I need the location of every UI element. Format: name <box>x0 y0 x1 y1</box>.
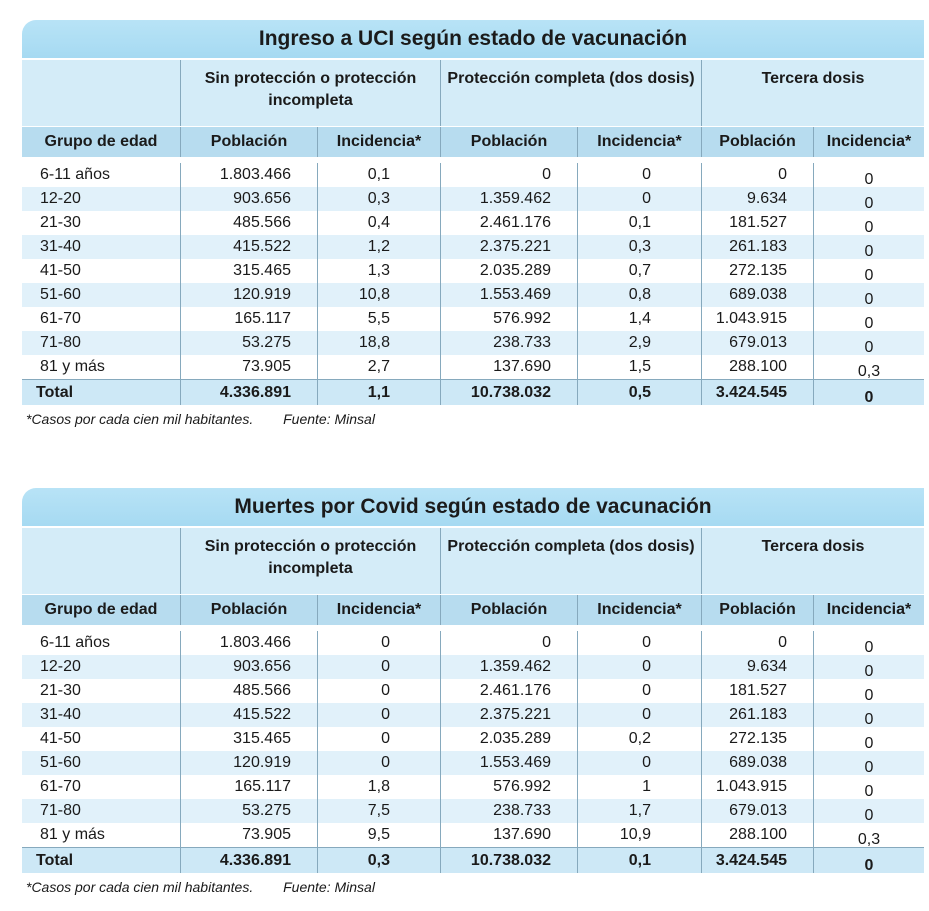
age-group-cell: 31-40 <box>40 238 81 255</box>
column-header: Incidencia* <box>577 127 701 157</box>
value-cell: 165.117 <box>180 307 317 331</box>
table-title: Ingreso a UCI según estado de vacunación <box>22 20 924 58</box>
value-cell: 272.135 <box>701 259 813 283</box>
value-cell: 2,7 <box>317 355 440 379</box>
value-cell: 0 <box>317 655 440 679</box>
value-cell: 1,7 <box>577 799 701 823</box>
value-cell: 0 <box>813 283 924 307</box>
value-cell: 0 <box>701 631 813 655</box>
table-row <box>22 211 924 235</box>
value-cell: 0 <box>813 848 924 873</box>
value-cell: 0 <box>577 655 701 679</box>
value-cell: 3.424.545 <box>701 380 813 405</box>
value-cell: 10,9 <box>577 823 701 847</box>
group-header-row <box>22 526 924 594</box>
value-cell: 0 <box>813 631 924 655</box>
column-header: Población <box>180 595 317 625</box>
value-cell: 0 <box>813 331 924 355</box>
value-cell: 1,8 <box>317 775 440 799</box>
value-cell: 238.733 <box>440 799 577 823</box>
table-row <box>22 655 924 679</box>
table-row <box>22 727 924 751</box>
value-cell: 181.527 <box>701 679 813 703</box>
value-cell: 1 <box>577 775 701 799</box>
table-row <box>22 283 924 307</box>
footnote-text: *Casos por cada cien mil habitantes. <box>26 879 254 895</box>
value-cell: 53.275 <box>180 331 317 355</box>
table-body <box>22 157 924 405</box>
value-cell: 0 <box>813 380 924 405</box>
value-cell: 576.992 <box>440 775 577 799</box>
value-cell: 0,7 <box>577 259 701 283</box>
value-cell: 0,4 <box>317 211 440 235</box>
age-group-cell: 12-20 <box>40 190 81 207</box>
value-cell: 1,4 <box>577 307 701 331</box>
table-row <box>22 775 924 799</box>
age-group-cell: 61-70 <box>40 310 81 327</box>
age-group-cell: 61-70 <box>40 778 81 795</box>
value-cell: 137.690 <box>440 823 577 847</box>
table-row <box>22 259 924 283</box>
value-cell: 9.634 <box>701 187 813 211</box>
value-cell: 0,8 <box>577 283 701 307</box>
group-header-full-protection: Protección completa (dos dosis) <box>440 60 701 126</box>
value-cell: 0 <box>813 187 924 211</box>
age-group-cell: 31-40 <box>40 706 81 723</box>
value-cell: 1,2 <box>317 235 440 259</box>
value-cell: 165.117 <box>180 775 317 799</box>
value-cell: 0 <box>813 703 924 727</box>
value-cell: 0,2 <box>577 727 701 751</box>
table-row <box>22 235 924 259</box>
value-cell: 120.919 <box>180 751 317 775</box>
uci-table <box>22 20 924 427</box>
value-cell: 415.522 <box>180 235 317 259</box>
value-cell: 1,5 <box>577 355 701 379</box>
value-cell: 9,5 <box>317 823 440 847</box>
column-header: Población <box>180 127 317 157</box>
column-header-row <box>22 126 924 157</box>
value-cell: 0,5 <box>577 380 701 405</box>
value-cell: 0 <box>577 679 701 703</box>
footnote <box>22 411 924 427</box>
value-cell: 288.100 <box>701 823 813 847</box>
column-header: Grupo de edad <box>44 601 158 618</box>
value-cell: 0 <box>813 799 924 823</box>
value-cell: 0 <box>813 751 924 775</box>
value-cell: 73.905 <box>180 355 317 379</box>
value-cell: 0 <box>317 703 440 727</box>
footnote <box>22 879 924 895</box>
value-cell: 4.336.891 <box>180 848 317 873</box>
table-row <box>22 823 924 847</box>
value-cell: 1,1 <box>317 380 440 405</box>
value-cell: 0 <box>317 751 440 775</box>
value-cell: 0,3 <box>813 823 924 847</box>
value-cell: 3.424.545 <box>701 848 813 873</box>
value-cell: 2.035.289 <box>440 259 577 283</box>
value-cell: 679.013 <box>701 331 813 355</box>
table-row <box>22 679 924 703</box>
column-header: Población <box>440 127 577 157</box>
footnote-text: *Casos por cada cien mil habitantes. <box>26 411 254 427</box>
source-text: Fuente: Minsal <box>283 879 375 895</box>
value-cell: 10,8 <box>317 283 440 307</box>
age-group-cell: 21-30 <box>40 682 81 699</box>
group-header-third-dose: Tercera dosis <box>701 528 924 594</box>
value-cell: 0 <box>317 631 440 655</box>
value-cell: 903.656 <box>180 655 317 679</box>
value-cell: 137.690 <box>440 355 577 379</box>
table-row <box>22 751 924 775</box>
value-cell: 1.043.915 <box>701 775 813 799</box>
value-cell: 0,1 <box>577 848 701 873</box>
value-cell: 1.553.469 <box>440 283 577 307</box>
value-cell: 576.992 <box>440 307 577 331</box>
value-cell: 315.465 <box>180 259 317 283</box>
column-header: Población <box>701 127 813 157</box>
value-cell: 485.566 <box>180 211 317 235</box>
value-cell: 53.275 <box>180 799 317 823</box>
age-group-cell: 6-11 años <box>40 166 110 183</box>
age-group-cell: 51-60 <box>40 754 81 771</box>
value-cell: 1,3 <box>317 259 440 283</box>
value-cell: 0,1 <box>577 211 701 235</box>
value-cell: 0 <box>813 211 924 235</box>
source-text: Fuente: Minsal <box>283 411 375 427</box>
total-row <box>22 847 924 873</box>
value-cell: 2.035.289 <box>440 727 577 751</box>
value-cell: 0,3 <box>813 355 924 379</box>
age-group-cell: Total <box>36 852 74 869</box>
value-cell: 0 <box>813 163 924 187</box>
group-header-unprotected: Sin protección o protección incompleta <box>180 528 440 594</box>
value-cell: 903.656 <box>180 187 317 211</box>
group-header-third-dose: Tercera dosis <box>701 60 924 126</box>
value-cell: 0 <box>813 679 924 703</box>
column-header-row <box>22 594 924 625</box>
age-group-cell: 41-50 <box>40 262 81 279</box>
column-header: Incidencia* <box>317 595 440 625</box>
group-header-empty <box>22 528 180 594</box>
column-header: Grupo de edad <box>44 133 158 150</box>
value-cell: 261.183 <box>701 235 813 259</box>
table-row <box>22 331 924 355</box>
column-header: Incidencia* <box>813 595 924 625</box>
value-cell: 0 <box>577 631 701 655</box>
value-cell: 288.100 <box>701 355 813 379</box>
deaths-table <box>22 488 924 895</box>
value-cell: 0 <box>701 163 813 187</box>
value-cell: 1.553.469 <box>440 751 577 775</box>
table-row <box>22 703 924 727</box>
age-group-cell: 71-80 <box>40 802 81 819</box>
value-cell: 7,5 <box>317 799 440 823</box>
age-group-cell: 51-60 <box>40 286 81 303</box>
value-cell: 0,1 <box>317 163 440 187</box>
value-cell: 1.803.466 <box>180 163 317 187</box>
value-cell: 0,3 <box>317 187 440 211</box>
group-header-empty <box>22 60 180 126</box>
value-cell: 4.336.891 <box>180 380 317 405</box>
value-cell: 0 <box>317 727 440 751</box>
value-cell: 0 <box>440 631 577 655</box>
value-cell: 181.527 <box>701 211 813 235</box>
value-cell: 415.522 <box>180 703 317 727</box>
value-cell: 0 <box>813 655 924 679</box>
value-cell: 0,3 <box>577 235 701 259</box>
table-title: Muertes por Covid según estado de vacunación <box>22 488 924 526</box>
value-cell: 0 <box>440 163 577 187</box>
column-header: Población <box>701 595 813 625</box>
value-cell: 0 <box>813 775 924 799</box>
value-cell: 9.634 <box>701 655 813 679</box>
value-cell: 10.738.032 <box>440 848 577 873</box>
value-cell: 0 <box>577 163 701 187</box>
age-group-cell: 12-20 <box>40 658 81 675</box>
column-header: Incidencia* <box>317 127 440 157</box>
value-cell: 2.461.176 <box>440 211 577 235</box>
value-cell: 238.733 <box>440 331 577 355</box>
value-cell: 0 <box>813 727 924 751</box>
value-cell: 0 <box>813 235 924 259</box>
column-header: Incidencia* <box>577 595 701 625</box>
value-cell: 315.465 <box>180 727 317 751</box>
value-cell: 485.566 <box>180 679 317 703</box>
age-group-cell: Total <box>36 384 74 401</box>
value-cell: 5,5 <box>317 307 440 331</box>
table-row <box>22 307 924 331</box>
value-cell: 1.359.462 <box>440 187 577 211</box>
table-row <box>22 163 924 187</box>
table-body <box>22 625 924 873</box>
value-cell: 0 <box>813 307 924 331</box>
age-group-cell: 21-30 <box>40 214 81 231</box>
table-row <box>22 799 924 823</box>
value-cell: 2.461.176 <box>440 679 577 703</box>
value-cell: 18,8 <box>317 331 440 355</box>
value-cell: 2.375.221 <box>440 235 577 259</box>
value-cell: 10.738.032 <box>440 380 577 405</box>
age-group-cell: 81 y más <box>40 358 105 375</box>
value-cell: 1.803.466 <box>180 631 317 655</box>
value-cell: 679.013 <box>701 799 813 823</box>
value-cell: 689.038 <box>701 283 813 307</box>
group-header-unprotected: Sin protección o protección incompleta <box>180 60 440 126</box>
age-group-cell: 81 y más <box>40 826 105 843</box>
value-cell: 2.375.221 <box>440 703 577 727</box>
table-row <box>22 355 924 379</box>
column-header: Población <box>440 595 577 625</box>
table-row <box>22 631 924 655</box>
value-cell: 0 <box>577 751 701 775</box>
value-cell: 73.905 <box>180 823 317 847</box>
value-cell: 120.919 <box>180 283 317 307</box>
value-cell: 0 <box>317 679 440 703</box>
value-cell: 0 <box>577 703 701 727</box>
value-cell: 272.135 <box>701 727 813 751</box>
age-group-cell: 6-11 años <box>40 634 110 651</box>
value-cell: 0 <box>813 259 924 283</box>
value-cell: 0,3 <box>317 848 440 873</box>
value-cell: 261.183 <box>701 703 813 727</box>
value-cell: 1.043.915 <box>701 307 813 331</box>
group-header-full-protection: Protección completa (dos dosis) <box>440 528 701 594</box>
group-header-row <box>22 58 924 126</box>
value-cell: 0 <box>577 187 701 211</box>
value-cell: 689.038 <box>701 751 813 775</box>
table-row <box>22 187 924 211</box>
column-header: Incidencia* <box>813 127 924 157</box>
age-group-cell: 71-80 <box>40 334 81 351</box>
value-cell: 2,9 <box>577 331 701 355</box>
total-row <box>22 379 924 405</box>
age-group-cell: 41-50 <box>40 730 81 747</box>
value-cell: 1.359.462 <box>440 655 577 679</box>
